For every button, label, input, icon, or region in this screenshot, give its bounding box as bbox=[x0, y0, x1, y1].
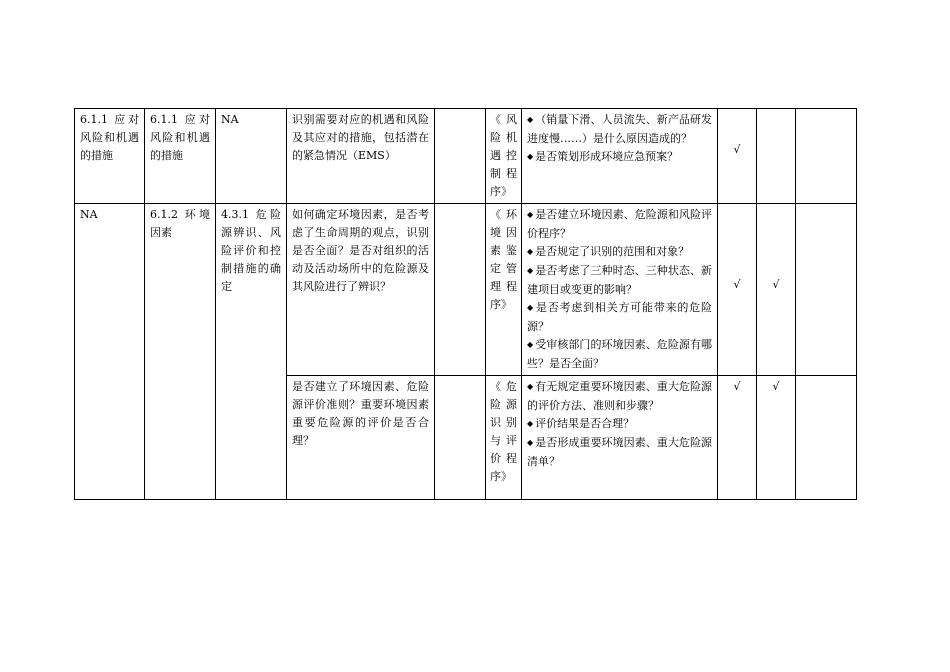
check-mark bbox=[801, 111, 851, 141]
list-item: ◆ 评价结果是否合理？ bbox=[527, 415, 712, 434]
check-items-list bbox=[527, 206, 712, 373]
clause-cell: 6.1.1 应对风险和机遇的措施 bbox=[75, 109, 145, 204]
document-cell: 《风险机遇控制程序》 bbox=[486, 109, 522, 204]
mark-cell bbox=[757, 109, 796, 204]
list-item: ◆ （销量下滑、人员流失、新产品研发进度慢……）是什么原因造成的？ bbox=[527, 111, 712, 148]
mark-cell bbox=[796, 204, 857, 376]
list-item: ◆ 是否建立环境因素、危险源和风险评价程序？ bbox=[527, 206, 712, 243]
mark-cell bbox=[718, 376, 757, 500]
list-item: ◆ 是否考虑了三种时态、三种状态、新建项目或变更的影响？ bbox=[527, 262, 712, 299]
requirement-cell: 如何确定环境因素，是否考虑了生命周期的观点，识别是否全面？是否对组织的活动及活动场所中的危险源及其风险进行了辨识？ bbox=[287, 204, 435, 376]
clause-cell: NA bbox=[216, 109, 287, 204]
check-mark bbox=[801, 206, 851, 276]
table-row bbox=[75, 109, 857, 204]
check-mark: √ bbox=[733, 278, 741, 291]
blank-cell bbox=[435, 204, 486, 376]
check-items-cell bbox=[522, 376, 718, 500]
blank-cell bbox=[435, 109, 486, 204]
clause-cell: 6.1.2 环境因素 bbox=[145, 204, 216, 500]
check-items-list bbox=[527, 111, 712, 167]
check-items-list bbox=[527, 378, 712, 471]
document-cell: 《环境因素鉴定管理程序》 bbox=[486, 204, 522, 376]
clause-cell: 4.3.1 危险源辨识、风险评价和控制措施的确定 bbox=[216, 204, 287, 500]
document-cell: 《危险源识别与评价程序》 bbox=[486, 376, 522, 500]
check-items-cell bbox=[522, 109, 718, 204]
audit-checklist-table bbox=[74, 108, 857, 500]
clause-cell: 6.1.1 应对风险和机遇的措施 bbox=[145, 109, 216, 204]
check-mark: √ bbox=[772, 380, 780, 393]
mark-cell bbox=[718, 204, 757, 376]
check-items-cell bbox=[522, 204, 718, 376]
list-item: ◆ 受审核部门的环境因素、危险源有哪些？是否全面？ bbox=[527, 336, 712, 373]
check-mark bbox=[762, 111, 790, 141]
clause-cell: NA bbox=[75, 204, 145, 500]
mark-cell bbox=[796, 376, 857, 500]
mark-cell bbox=[718, 109, 757, 204]
list-item: ◆ 是否形成重要环境因素、重大危险源清单？ bbox=[527, 434, 712, 471]
list-item: ◆ 是否规定了识别的范围和对象？ bbox=[527, 243, 712, 262]
requirement-cell: 识别需要对应的机遇和风险及其应对的措施，包括潜在的紧急情况（EMS） bbox=[287, 109, 435, 204]
list-item: ◆ 是否考虑到相关方可能带来的危险源？ bbox=[527, 299, 712, 336]
mark-cell bbox=[757, 204, 796, 376]
check-mark: √ bbox=[733, 380, 741, 393]
list-item: ◆ 有无规定重要环境因素、重大危险源的评价方法、准则和步骤？ bbox=[527, 378, 712, 415]
table-row bbox=[75, 204, 857, 376]
mark-cell bbox=[796, 109, 857, 204]
list-item: ◆ 是否策划形成环境应急预案？ bbox=[527, 148, 712, 167]
mark-cell bbox=[757, 376, 796, 500]
check-mark: √ bbox=[772, 278, 780, 291]
blank-cell bbox=[435, 376, 486, 500]
requirement-cell: 是否建立了环境因素、危险源评价准则？重要环境因素重要危险源的评价是否合理？ bbox=[287, 376, 435, 500]
check-mark: √ bbox=[733, 143, 741, 156]
